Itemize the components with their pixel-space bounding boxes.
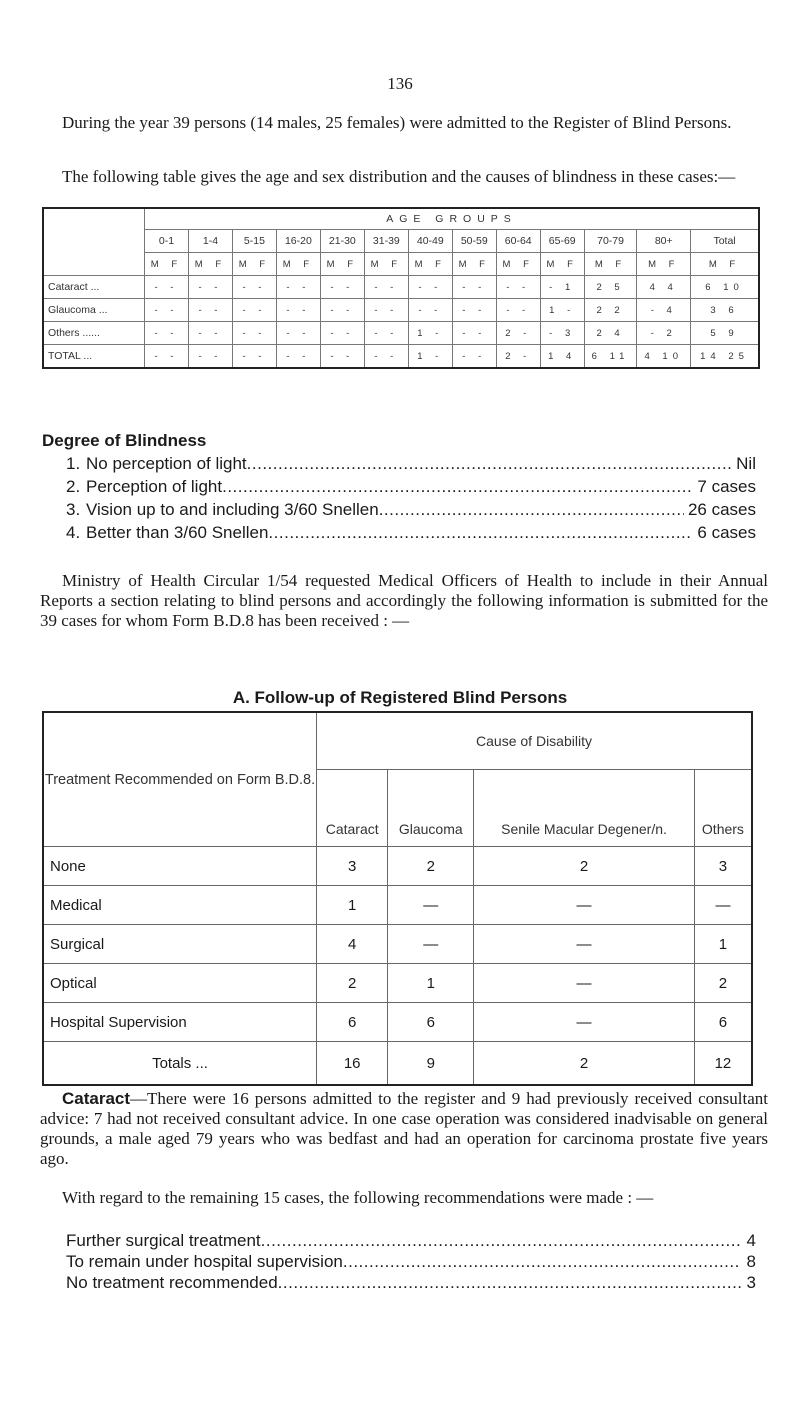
dot-leader [247,452,733,475]
sex-label: M F [496,253,540,276]
dot-leader [278,1272,741,1293]
degree-value: 7 cases [697,477,756,496]
table-cell: - - [496,299,540,322]
dot-leader [379,498,684,521]
table-cell: - - [320,299,364,322]
sex-label: M F [540,253,584,276]
table-cell: - - [232,276,276,299]
totals-cell: 16 [317,1042,388,1086]
age-group-label: 0-1 [145,230,189,253]
table-row [43,925,752,964]
table-cell: 1 4 [540,345,584,369]
degree-number: 1. [66,454,81,473]
table-cell: - - [188,276,232,299]
recommendation-text: To remain under hospital supervision [66,1252,343,1271]
table-cell: - - [145,322,189,345]
table-cell: - 1 [540,276,584,299]
age-group-label: 70-79 [584,230,637,253]
treatment-label: Surgical [43,925,317,964]
table-cell: 6 11 [584,345,637,369]
table-cell: 2 [474,847,695,886]
table-cell: 2 [317,964,388,1003]
age-group-label: 16-20 [276,230,320,253]
degree-item [66,452,756,475]
treatment-header: Treatment Recommended on Form B.D.8. [43,712,317,847]
table-cell: — [474,964,695,1003]
cataract-lead: Cataract [62,1089,131,1108]
degree-value: Nil [736,454,756,473]
degree-text: Perception of light [86,477,223,496]
degree-text: No perception of light [86,454,247,473]
table-cell: 1 - [408,322,452,345]
degree-value: 6 cases [697,523,756,542]
table-cell: 14 25 [691,345,759,369]
totals-label: Totals ... [43,1042,317,1086]
table-cell: - 4 [637,299,691,322]
table-cell: - - [188,345,232,369]
cause-column-header: Glaucoma [388,770,474,847]
degree-text: Better than 3/60 Snellen [86,523,269,542]
sex-label: M F [452,253,496,276]
recommendation-item [66,1251,756,1272]
totals-cell: 2 [474,1042,695,1086]
table-cell: - - [232,299,276,322]
age-group-label: 1-4 [188,230,232,253]
table-cell: - - [276,299,320,322]
row-label: TOTAL ... [43,345,145,369]
age-sex-row [43,253,759,276]
table-cell: - - [320,322,364,345]
sex-label: M F [637,253,691,276]
table-cell: - - [452,276,496,299]
table-cell: 5 9 [691,322,759,345]
degree-item [66,521,756,544]
table-cell: - 2 [637,322,691,345]
section-heading: A. Follow-up of Registered Blind Persons [232,688,568,707]
age-group-label: 60-64 [496,230,540,253]
degree-item [66,498,756,521]
sex-label: M F [364,253,408,276]
paragraph-admissions: During the year 39 persons (14 males, 25 females) were admitted to the Register of Blind Persons. [62,113,732,132]
sex-label: M F [276,253,320,276]
table-cell: - - [276,322,320,345]
paragraph-ministry-circular: Ministry of Health Circular 1/54 requested Medical Officers of Health to include in their Annual Reports a section relating to blind persons and accordingly the following information is submitted for the 39 cases for whom Form B.D.8 has been received : — [40,571,768,630]
totals-cell: 9 [388,1042,474,1086]
age-group-label: 80+ [637,230,691,253]
degree-list [66,452,756,544]
age-group-row [43,230,759,253]
table-cell: 2 5 [584,276,637,299]
paragraph-cataract [40,1089,768,1169]
table-row [43,299,759,322]
degree-heading: Degree of Blindness [42,431,207,450]
age-table-body [43,276,759,369]
table-cell: - - [145,299,189,322]
totals-cell: 12 [694,1042,752,1086]
sex-label: M F [188,253,232,276]
degree-number: 3. [66,500,81,519]
table-cell: - - [276,276,320,299]
table-cell: - - [452,322,496,345]
age-group-label: 40-49 [408,230,452,253]
table-cell: 1 - [540,299,584,322]
recommendation-text: Further surgical treatment [66,1231,261,1250]
age-group-label: 50-59 [452,230,496,253]
table-cell: - - [188,322,232,345]
degree-number: 4. [66,523,81,542]
age-group-label: 21-30 [320,230,364,253]
age-sex-table [42,207,760,369]
recommendation-value: 8 [746,1252,756,1271]
table-cell: 2 4 [584,322,637,345]
sex-label: M F [691,253,759,276]
age-group-label: Total [691,230,759,253]
table-cell: - - [320,345,364,369]
table-cell: 3 [694,847,752,886]
table-cell: - - [364,322,408,345]
table-row [43,322,759,345]
table-cell: - - [408,276,452,299]
degree-number: 2. [66,477,81,496]
followup-table [42,711,753,1086]
table-cell: 2 - [496,345,540,369]
table-cell: 1 [388,964,474,1003]
treatment-label: Optical [43,964,317,1003]
row-label: Cataract ... [43,276,145,299]
table-cell: - - [232,322,276,345]
table-row [43,1003,752,1042]
table-cell: - - [408,299,452,322]
table-cell: - - [364,345,408,369]
table-cell: - - [364,276,408,299]
age-group-label: 31-39 [364,230,408,253]
cause-column-header: Senile Macular Degener/n. [474,770,695,847]
followup-table-body [43,847,752,1086]
table-cell: - - [145,276,189,299]
table-cell: 3 [317,847,388,886]
table-cell: - 3 [540,322,584,345]
table-cell: — [388,925,474,964]
cause-column-header: Cataract [317,770,388,847]
table-cell: — [474,1003,695,1042]
table-cell: — [474,925,695,964]
recommendation-item [66,1230,756,1251]
table-cell: - - [452,299,496,322]
sex-label: M F [320,253,364,276]
table-cell: 6 10 [691,276,759,299]
table-cell: 1 [694,925,752,964]
dot-leader [268,521,693,544]
table-row [43,964,752,1003]
recommendation-item [66,1272,756,1293]
treatment-label: Hospital Supervision [43,1003,317,1042]
cataract-text: —There were 16 persons admitted to the register and 9 had previously received consultant advice: 7 had not received consultant advice. In one case operation was considered inadvisable on general grounds, a male aged 79 years who was bedfast and had an operation for carcinoma prostate five years ago. [40,1089,768,1168]
degree-value: 26 cases [687,500,756,519]
table-row [43,847,752,886]
table-cell: - - [145,345,189,369]
table-cell: 4 [317,925,388,964]
paragraph-recommendations-intro: With regard to the remaining 15 cases, the following recommendations were made : — [62,1188,654,1207]
sex-label: M F [145,253,189,276]
table-row [43,345,759,369]
age-group-label: 5-15 [232,230,276,253]
age-group-label: 65-69 [540,230,584,253]
table-cell: 6 [694,1003,752,1042]
table-cell: - - [320,276,364,299]
table-row [43,886,752,925]
table-cell: - - [276,345,320,369]
dot-leader [222,475,693,498]
table-cell: - - [232,345,276,369]
treatment-label: None [43,847,317,886]
table-cell: 2 - [496,322,540,345]
treatment-label: Medical [43,886,317,925]
sex-label: M F [232,253,276,276]
table-cell: — [474,886,695,925]
table-cell: - - [364,299,408,322]
table-cell: 4 4 [637,276,691,299]
table-cell: 2 [694,964,752,1003]
table-cell: - - [496,276,540,299]
cause-header: Cause of Disability [317,712,753,770]
table-cell: - - [452,345,496,369]
table-row [43,276,759,299]
totals-row [43,1042,752,1086]
page-number: 136 [387,74,413,93]
sex-label: M F [584,253,637,276]
table-cell: - - [188,299,232,322]
paragraph-table-intro: The following table gives the age and sex distribution and the causes of blindness in these cases:— [62,167,736,186]
table-cell: — [694,886,752,925]
row-label: Glaucoma ... [43,299,145,322]
table-cell: 1 [317,886,388,925]
age-table-corner [43,208,145,276]
row-label: Others ...... [43,322,145,345]
dot-leader [343,1251,741,1272]
table-cell: 2 [388,847,474,886]
recommendation-text: No treatment recommended [66,1273,278,1292]
table-cell: 4 10 [637,345,691,369]
recommendation-value: 3 [746,1273,756,1292]
cause-column-header: Others [694,770,752,847]
table-cell: 6 [317,1003,388,1042]
dot-leader [261,1230,741,1251]
age-groups-header: AGE GROUPS [145,208,760,230]
table-cell: 1 - [408,345,452,369]
sex-label: M F [408,253,452,276]
table-cell: — [388,886,474,925]
table-cell: 6 [388,1003,474,1042]
recommendations-list [66,1230,756,1293]
table-cell: 3 6 [691,299,759,322]
degree-text: Vision up to and including 3/60 Snellen [86,500,379,519]
table-cell: 2 2 [584,299,637,322]
recommendation-value: 4 [746,1231,756,1250]
degree-item [66,475,756,498]
